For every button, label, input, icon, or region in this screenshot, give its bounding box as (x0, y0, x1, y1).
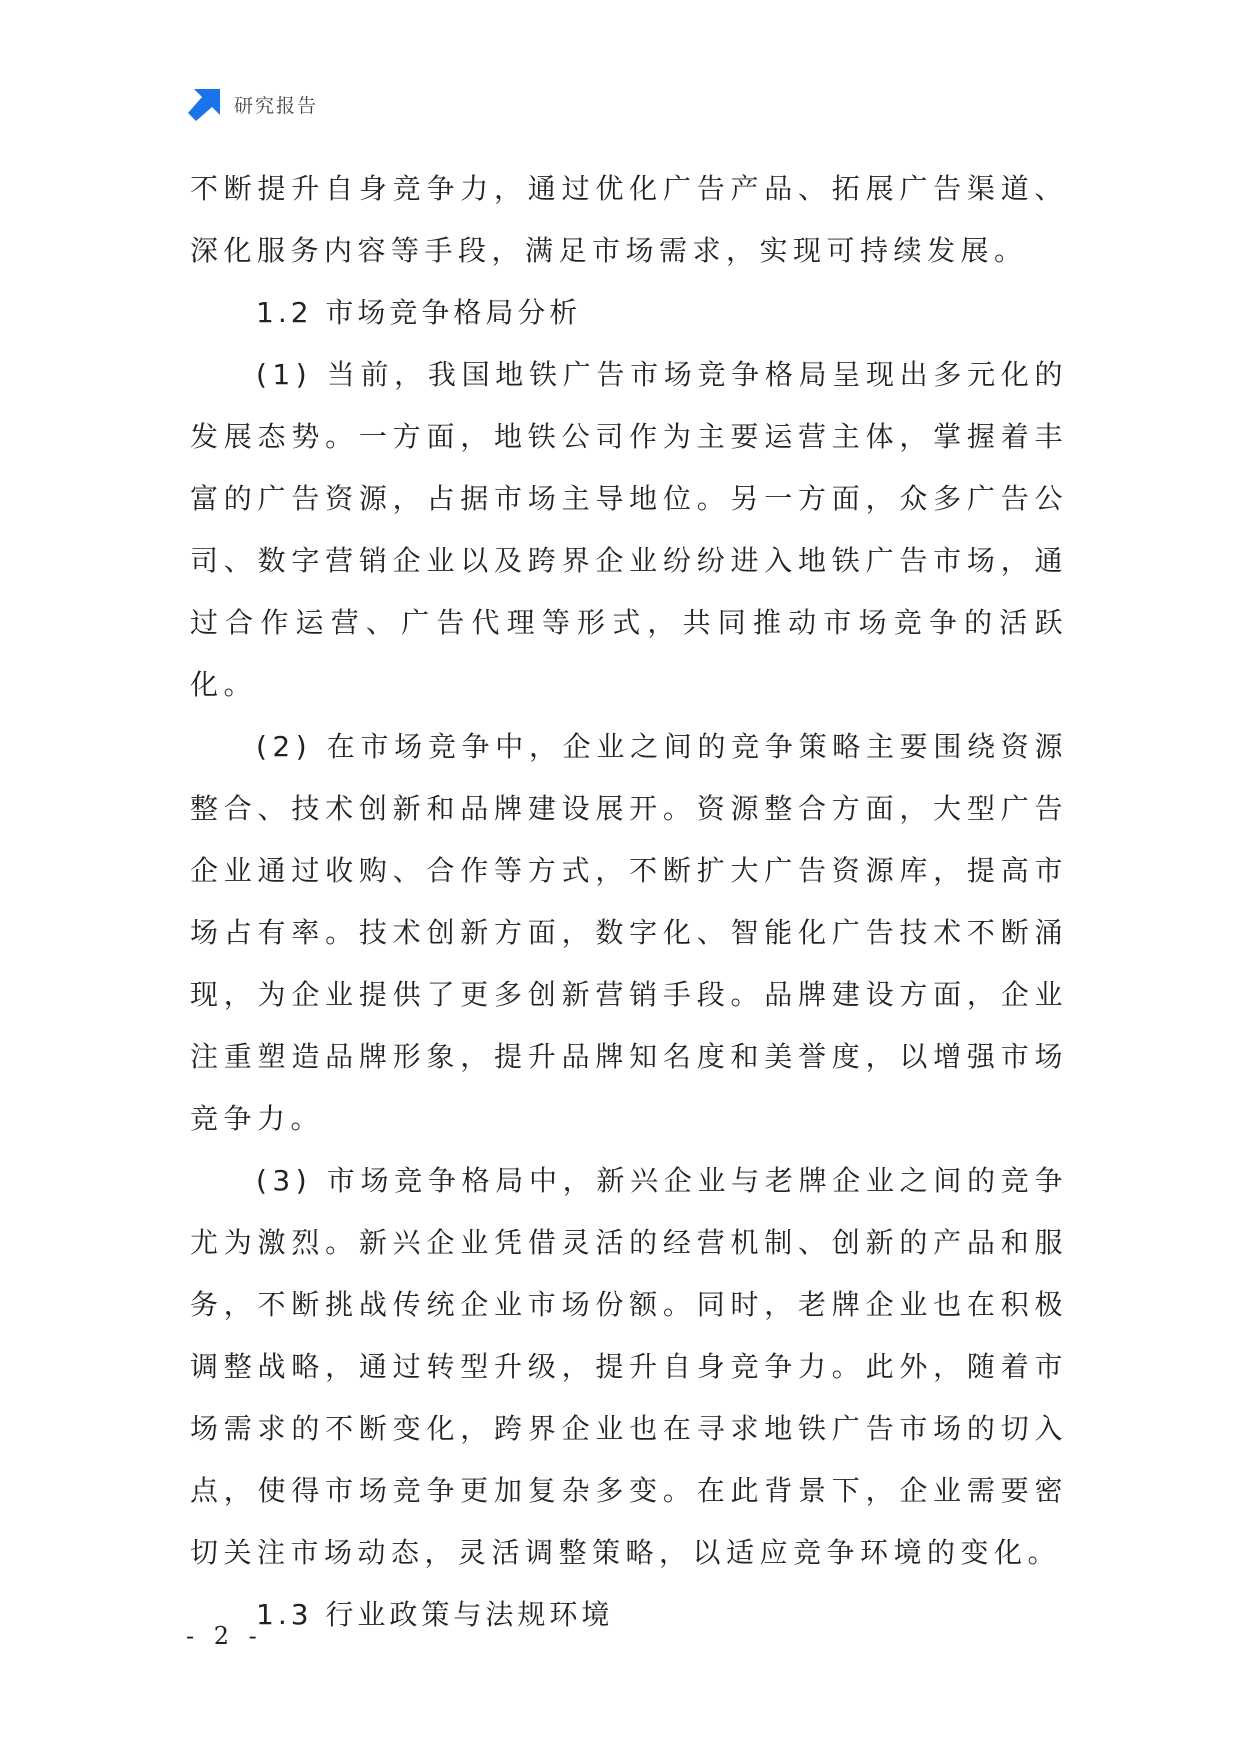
intro-paragraph: 不断提升自身竞争力，通过优化广告产品、拓展广告渠道、深化服务内容等手段，满足市场需求，实现可持续发展。 (190, 172, 1068, 267)
paragraph-3: (3) 市场竞争格局中，新兴企业与老牌企业之间的竞争尤为激烈。新兴企业凭借灵活的经营机制、创新的产品和服务，不断挑战传统企业市场份额。同时，老牌企业也在积极调整战略，通过转型升级，提升自身竞争力。此外，随着市场需求的不断变化，跨界企业也在寻求地铁广告市场的切入点，使得市场竞争更加复杂多变。在此背景下，企业需要密切关注市场动态，灵活调整策略，以适应竞争环境的变化。 (190, 1164, 1068, 1569)
section-heading-1-3: 1.3 行业政策与法规环境 (256, 1598, 614, 1631)
page-header (188, 86, 318, 122)
paragraph-2: (2) 在市场竞争中，企业之间的竞争策略主要围绕资源整合、技术创新和品牌建设展开。资源整合方面，大型广告企业通过收购、合作等方式，不断扩大广告资源库，提高市场占有率。技术创新方面，数字化、智能化广告技术不断涌现，为企业提供了更多创新营销手段。品牌建设方面，企业注重塑造品牌形象，提升品牌知名度和美誉度，以增强市场竞争力。 (190, 730, 1068, 1135)
section-heading-1-2: 1.2 市场竞争格局分析 (256, 296, 582, 329)
page-number: - 2 - (186, 1622, 263, 1650)
arrow-up-right-icon (188, 87, 222, 121)
paragraph-1: (1) 当前，我国地铁广告市场竞争格局呈现出多元化的发展态势。一方面，地铁公司作为主要运营主体，掌握着丰富的广告资源，占据市场主导地位。另一方面，众多广告公司、数字营销企业以及跨界企业纷纷进入地铁广告市场，通过合作运营、广告代理等形式，共同推动市场竞争的活跃化。 (190, 358, 1068, 701)
header-title: 研究报告 (234, 94, 319, 117)
document-body (190, 158, 1068, 1646)
